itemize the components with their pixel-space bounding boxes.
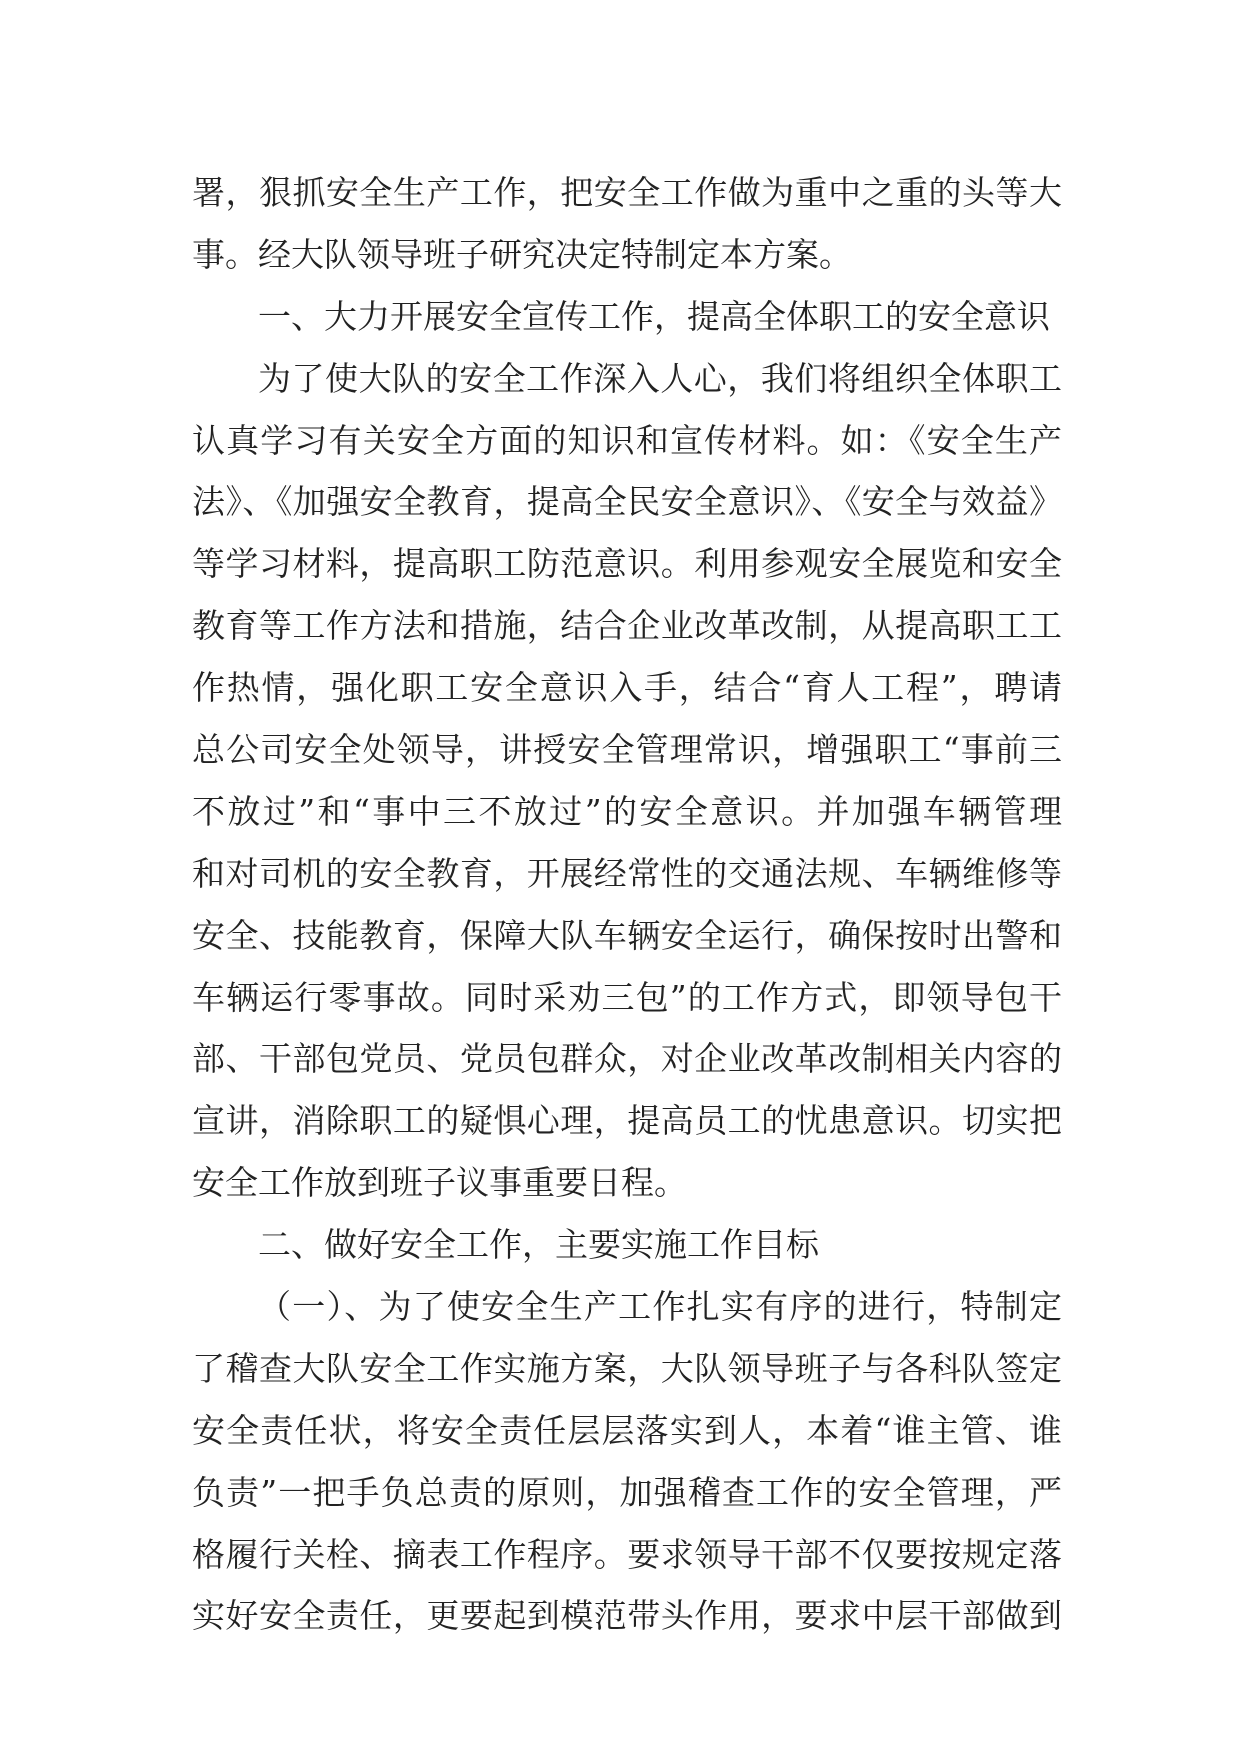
paragraph-line: 和对司机的安全教育，开展经常性的交通法规、车辆维修等	[192, 853, 1062, 893]
paragraph-line: 为了使大队的安全工作深入人心，我们将组织全体职工	[258, 358, 1062, 398]
paragraph-line: 安全责任状，将安全责任层层落实到人，本着“谁主管、谁	[192, 1410, 1062, 1450]
paragraph-line: 车辆运行零事故。同时采劝三包”的工作方式，即领导包干	[192, 977, 1062, 1017]
paragraph-line: 部、干部包党员、党员包群众，对企业改革改制相关内容的	[192, 1039, 1062, 1079]
paragraph-line: 教育等工作方法和措施，结合企业改革改制，从提高职工工	[192, 606, 1062, 646]
paragraph-line: 实好安全责任，更要起到模范带头作用，要求中层干部做到	[192, 1596, 1062, 1636]
paragraph-line: 安全、技能教育，保障大队车辆安全运行，确保按时出警和	[192, 915, 1062, 955]
paragraph-line: 格履行关栓、摘表工作程序。要求领导干部不仅要按规定落	[192, 1534, 1062, 1574]
paragraph-line: 了稽查大队安全工作实施方案，大队领导班子与各科队签定	[192, 1348, 1062, 1388]
paragraph-line: 认真学习有关安全方面的知识和宣传材料。如：《安全生产	[192, 420, 1062, 460]
paragraph-line: 法》、《加强安全教育，提高全民安全意识》、《安全与效益》	[192, 482, 1062, 522]
document-body	[192, 162, 1062, 1647]
paragraph-line: 不放过”和“事中三不放过”的安全意识。并加强车辆管理	[192, 791, 1062, 831]
section-heading: 二、做好安全工作，主要实施工作目标	[258, 1225, 819, 1265]
paragraph-line: 事。经大队领导班子研究决定特制定本方案。	[192, 234, 852, 274]
paragraph-line: 署，狠抓安全生产工作，把安全工作做为重中之重的头等大	[192, 173, 1062, 212]
paragraph-line: 等学习材料，提高职工防范意识。利用参观安全展览和安全	[192, 544, 1062, 584]
paragraph-line: 负责”一把手负总责的原则，加强稽查工作的安全管理，严	[192, 1472, 1062, 1512]
paragraph-line: 总公司安全处领导，讲授安全管理常识，增强职工“事前三	[192, 730, 1062, 770]
paragraph-line: 作热情，强化职工安全意识入手，结合“育人工程”，聘请	[192, 668, 1062, 708]
paragraph-line: 安全工作放到班子议事重要日程。	[192, 1163, 687, 1203]
section-heading: 一、大力开展安全宣传工作，提高全体职工的安全意识	[258, 296, 1050, 336]
paragraph-line: 宣讲，消除职工的疑惧心理，提高员工的忧患意识。切实把	[192, 1101, 1062, 1141]
paragraph-line: （一）、为了使安全生产工作扎实有序的进行，特制定	[258, 1287, 1062, 1327]
